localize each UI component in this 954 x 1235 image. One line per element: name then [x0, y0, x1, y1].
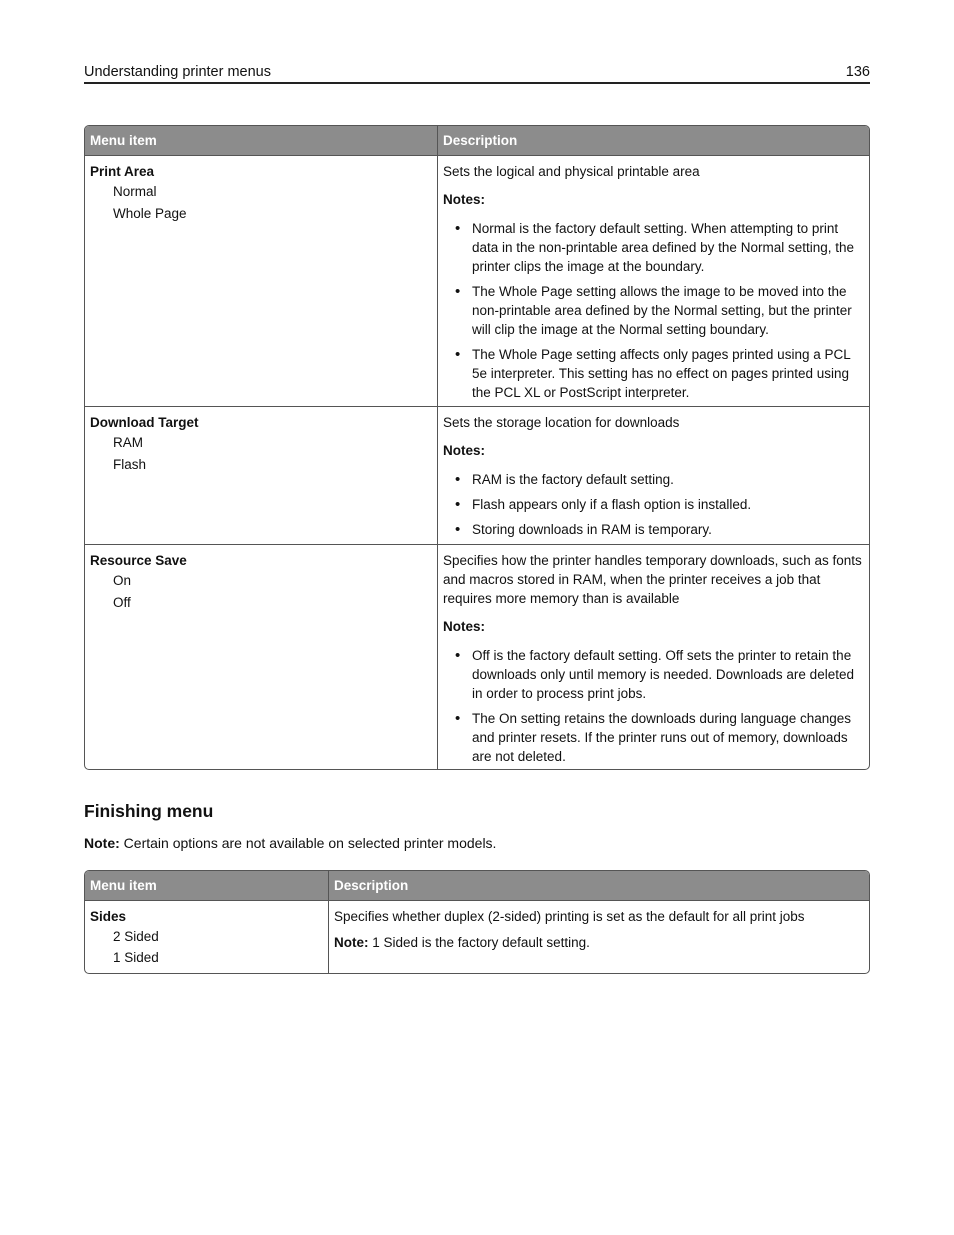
page-number: 136	[845, 64, 870, 80]
menu-item-title: Download Target	[90, 415, 199, 430]
description-cell	[437, 545, 869, 769]
note-item: • The Whole Page setting affects only pages printed using a PCL 5e interpreter. This setting has no effect on pages printed using the PCL XL or PostScript interpreter.	[443, 345, 863, 402]
table-header-row	[85, 126, 869, 155]
note-item: • Flash appears only if a flash option is installed.	[443, 495, 863, 514]
note-label: Note:	[334, 935, 369, 950]
inline-note	[334, 933, 863, 952]
section-title-finishing-menu: Finishing menu	[84, 801, 214, 821]
finishing-note	[84, 834, 496, 853]
note-label: Note:	[84, 835, 120, 851]
notes-label: Notes:	[443, 192, 486, 207]
description-text: Sets the logical and physical printable area	[443, 164, 700, 179]
menu-option: 2 Sided	[113, 929, 159, 944]
menu-option: On	[113, 573, 132, 588]
table-row-resource-save	[85, 544, 869, 769]
table-row-print-area	[85, 155, 869, 406]
menu-item-cell	[85, 156, 437, 406]
menu-option: Whole Page	[113, 206, 187, 221]
description-cell	[437, 156, 869, 406]
menu-option: 1 Sided	[113, 950, 159, 965]
description-text: Specifies how the printer handles temporary downloads, such as fonts and macros stored in RAM, when the printer receives a job that requires more memory than is available	[443, 553, 862, 606]
menu-table-finishing	[84, 870, 870, 974]
description-text: Specifies whether duplex (2-sided) printing is set as the default for all print jobs	[334, 909, 805, 924]
menu-option: Flash	[113, 457, 147, 472]
menu-item-cell	[85, 545, 437, 769]
menu-option: RAM	[113, 435, 143, 450]
note-item: • Storing downloads in RAM is temporary.	[443, 520, 863, 539]
menu-option: Normal	[113, 184, 157, 199]
notes-label: Notes:	[443, 443, 486, 458]
description-cell	[437, 407, 869, 544]
menu-table-print-settings	[84, 125, 870, 770]
column-header-menu-item: Menu item	[90, 133, 157, 148]
menu-option: Off	[113, 595, 131, 610]
note-item: • Off is the factory default setting. Off sets the printer to retain the downloads only until memory is needed. Downloads are deleted in order to process print jobs.	[443, 646, 863, 703]
column-header-description: Description	[437, 126, 869, 155]
column-header-menu-item: Menu item	[90, 878, 157, 893]
table-header-row	[85, 871, 869, 900]
table-row-download-target	[85, 406, 869, 544]
column-header-description: Description	[328, 871, 869, 900]
description-cell	[328, 901, 869, 973]
note-item: • The On setting retains the downloads during language changes and printer resets. If the printer runs out of memory, downloads are not deleted.	[443, 709, 863, 766]
menu-item-title: Print Area	[90, 164, 155, 179]
menu-item-cell	[85, 407, 437, 544]
note-item: • RAM is the factory default setting.	[443, 470, 863, 489]
running-title: Understanding printer menus	[84, 64, 271, 80]
notes-list	[443, 219, 863, 402]
note-text: 1 Sided is the factory default setting.	[368, 935, 590, 950]
page-header	[84, 60, 870, 84]
notes-list	[443, 646, 863, 766]
menu-item-title: Sides	[90, 909, 127, 924]
note-text: Certain options are not available on selected printer models.	[119, 835, 497, 851]
menu-item-cell	[85, 901, 328, 973]
note-item: • Normal is the factory default setting. When attempting to print data in the non-printable area defined by the Normal setting, the printer clips the image at the boundary.	[443, 219, 863, 276]
notes-label: Notes:	[443, 619, 486, 634]
note-item: • The Whole Page setting allows the image to be moved into the non-printable area defined by the Normal setting, but the printer will clip the image at the Normal setting boundary.	[443, 282, 863, 339]
table-row-sides	[85, 900, 869, 973]
notes-list	[443, 470, 863, 539]
description-text: Sets the storage location for downloads	[443, 415, 680, 430]
menu-item-title: Resource Save	[90, 553, 187, 568]
